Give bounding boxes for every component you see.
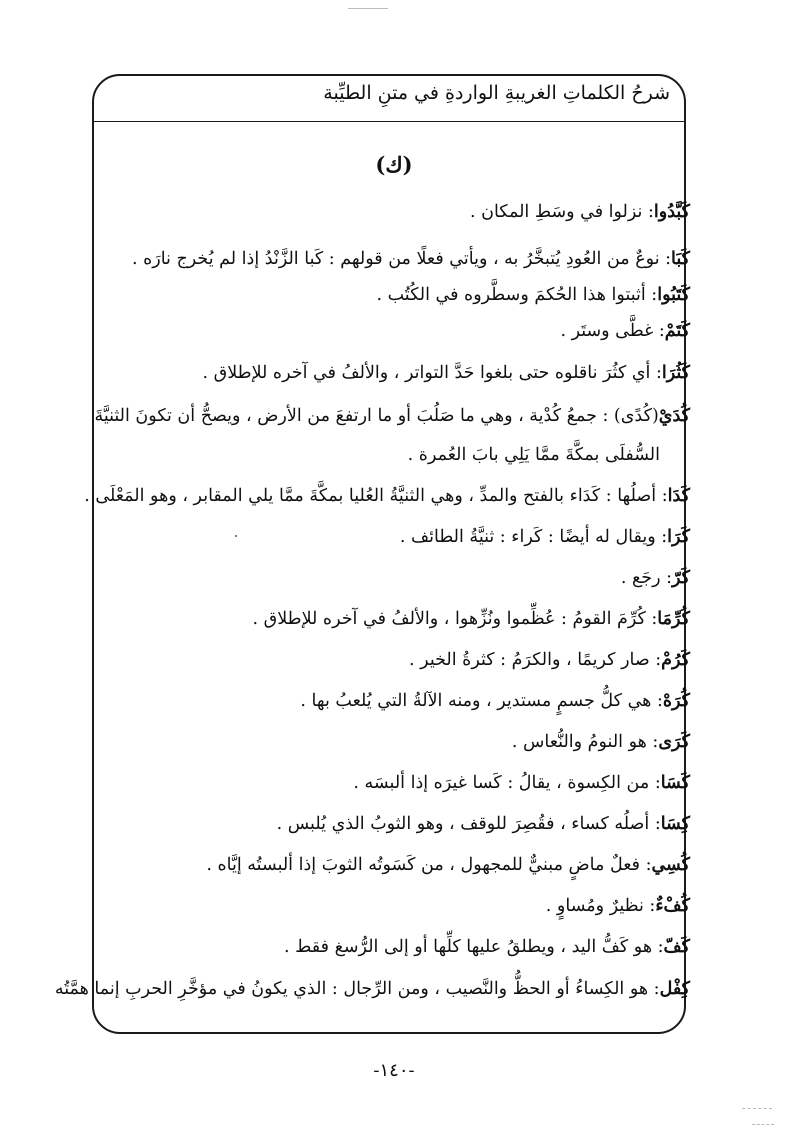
- glossary-entry: [300, 689, 690, 713]
- glossary-entry: [132, 247, 690, 271]
- glossary-entry: [409, 648, 690, 672]
- page-header-title: شرحُ الكلماتِ الغريبةِ الواردةِ في متنِ الطيِّبة: [323, 82, 670, 104]
- entry-definition: : أصلُه كساء ، فقُصِرَ للوقف ، وهو الثوبُ الذي يُلبس .: [276, 814, 661, 834]
- entry-word: كَرَا: [667, 527, 690, 547]
- entry-word: كَرُمْ: [661, 650, 690, 670]
- glossary-entry: [621, 566, 690, 590]
- entry-word: كُرَهْ: [662, 691, 690, 711]
- entry-definition: (كُدًى) : جمعُ كُدْية ، وهي ما صَلُبَ أو ما ارتفعَ من الأرض ، ويصحُّ أن تكونَ الثنيَّةَ: [94, 406, 659, 426]
- entry-definition: : أثبتوا هذا الحُكمَ وسطَّروه في الكُتُب .: [376, 285, 658, 305]
- entry-word: كَرّ: [672, 568, 690, 588]
- glossary-entry: [284, 935, 690, 959]
- scan-edge-mark: [742, 1108, 772, 1109]
- entry-word: كُرِّمَا: [657, 609, 690, 629]
- entry-definition: : صار كريمًا ، والكرَمُ : كثرةُ الخير .: [409, 650, 662, 670]
- glossary-entry: [400, 525, 690, 549]
- glossary-entry: [277, 812, 690, 836]
- entry-definition: السُّفلَى بمكَّةَ ممَّا يَلِي بابَ العُمرة .: [407, 445, 660, 465]
- entry-definition: : رجَع .: [620, 568, 672, 588]
- glossary-entry: [203, 361, 690, 385]
- page-number: -١٤٠-: [373, 1060, 415, 1081]
- entry-word: كَفّ: [663, 937, 690, 957]
- entry-word: كَسَا: [660, 773, 690, 793]
- entry-definition: : كُرِّمَ القومُ : عُظِّموا ونُزِّهوا ، والألفُ في آخره للإطلاق .: [252, 609, 658, 629]
- glossary-entry: [353, 771, 690, 795]
- entry-word: كُسِي: [651, 855, 690, 875]
- glossary-entry: [206, 853, 690, 877]
- entry-word: كَثُرَا: [661, 363, 690, 383]
- header-divider: [92, 121, 686, 122]
- top-scan-mark: [348, 8, 388, 9]
- glossary-entry: [560, 319, 690, 343]
- glossary-entry: [55, 977, 690, 1001]
- entry-definition: : هو الكِساءُ أو الحظُّ والنَّصيب ، ومن الرِّجال : الذي يكونُ في مؤخَّرِ الحربِ إنما همَّتُه: [54, 979, 660, 999]
- entry-word: كَدَا: [667, 486, 690, 506]
- entry-word: كُدَيْ: [658, 406, 690, 426]
- glossary-entry: [470, 200, 690, 224]
- scan-edge-mark: [752, 1124, 774, 1125]
- glossary-entry: [377, 283, 691, 307]
- entry-definition: : هي كلُّ جسمٍ مستدير ، ومنه الآلةُ التي يُلعبُ بها .: [300, 691, 663, 711]
- entry-word: كَبَا: [671, 249, 690, 269]
- entry-definition: : هو النومُ والنُّعاس .: [511, 732, 659, 752]
- entry-word: كُفْءٌ: [655, 896, 690, 916]
- entry-definition: : نظيرٌ ومُساوٍ .: [545, 896, 656, 916]
- scan-speck: [235, 535, 237, 537]
- glossary-entry: [512, 730, 690, 754]
- entry-definition: : أي كثُرَ ناقلوه حتى بلغوا حَدَّ التواتر ، والألفُ في آخره للإطلاق .: [202, 363, 662, 383]
- section-letter-heading: (ك): [375, 152, 413, 177]
- entry-word: كِفْل: [659, 979, 690, 999]
- entry-word: كَرَى: [658, 732, 690, 752]
- glossary-entry-continuation: [408, 443, 660, 467]
- entry-word: كَتَبُوا: [657, 285, 690, 305]
- entry-word: كَبَّدُوا: [653, 202, 690, 222]
- glossary-entry: [546, 894, 690, 918]
- entry-definition: : فعلٌ ماضٍ مبنيٌّ للمجهول ، من كَسَوتُه الثوبَ إذا ألبستُه إيَّاه .: [206, 855, 652, 875]
- entry-definition: : ويقال له أيضًا : كَراء : ثنيَّةُ الطائف .: [399, 527, 668, 547]
- entry-definition: : نوعٌ من العُودِ يُتبخَّرُ به ، ويأتي فعلًا من قولهم : كَبا الزَّنْدُ إذا لم يُخرج نارَه .: [131, 249, 672, 269]
- glossary-entry: [253, 607, 691, 631]
- entry-definition: : من الكِسوة ، يقالُ : كَسا غيرَه إذا ألبسَه .: [353, 773, 661, 793]
- entry-word: كِسَا: [660, 814, 690, 834]
- entry-definition: : هو كَفُّ اليد ، ويطلقُ عليها كلِّها أو إلى الرُّسغ فقط .: [284, 937, 664, 957]
- glossary-entry: [94, 404, 690, 428]
- entry-definition: : نزلوا في وسَطِ المكان .: [470, 202, 654, 222]
- entry-definition: : غطَّى وستَر .: [560, 321, 665, 341]
- entry-definition: : أصلُها : كَدَاء بالفتح والمدِّ ، وهي الثنيَّةُ العُليا بمكَّةَ ممَّا يلي المقابر ، وهو المَعْلَى .: [84, 486, 668, 506]
- glossary-entry: [84, 484, 690, 508]
- entry-word: كَتَمْ: [664, 321, 690, 341]
